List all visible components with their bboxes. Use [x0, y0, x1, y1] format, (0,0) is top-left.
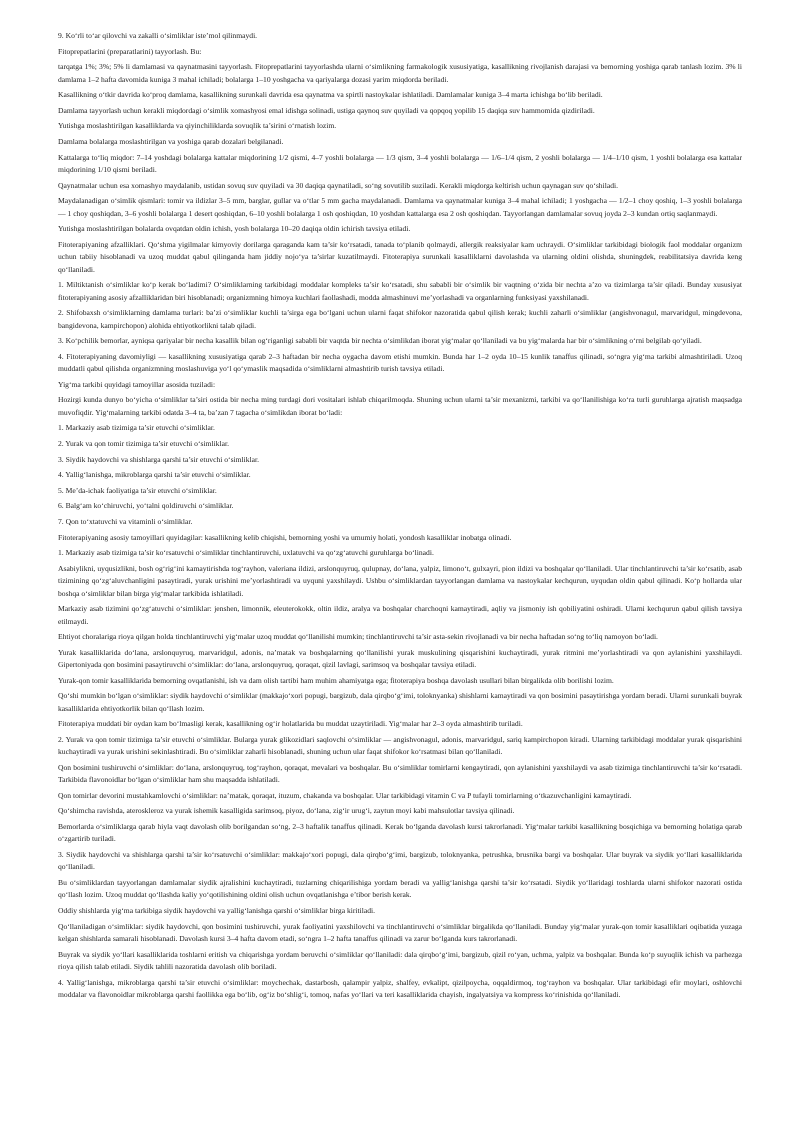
paragraph: 5. Me’da-ichak faoliyatiga ta’sir etuvchi o‘simliklar. [58, 485, 217, 495]
paragraph: Qo‘llaniladigan o‘simliklar: siydik haydovchi, qon bosimini tushiruvchi, yurak faoliyatini yaxshilovchi va tinchlantiruvchi o‘simliklar birgalikda qo‘llaniladi. Bunday yig‘malar yurak-qon tomir kasalliklari oqibatida yuzaga kelgan shishlarda samarali hisoblanadi. Davolash kursi 3–4 hafta davom etadi, so‘ngra 1–2 hafta tanaffus qilinadi va zarur bo‘lganda kurs takrorlanadi. [58, 921, 742, 944]
paragraph: Qaynatmalar uchun esa xomashyo maydalanib, ustidan sovuq suv quyiladi va 30 daqiqa qaynatiladi, so‘ng sovutilib suziladi. Kerakli miqdorga keltirish uchun qaynagan suv qo‘shiladi. [58, 180, 618, 190]
paragraph: Oddiy shishlarda yig‘ma tarkibiga siydik haydovchi va yallig‘lanishga qarshi o‘simliklar birga kiritiladi. [58, 906, 376, 916]
paragraph: Maydalanadigan o‘simlik qismlari: tomir va ildizlar 3–5 mm, barglar, gullar va o‘tlar 5 mm gacha maydalanadi. Damlama va qaynatmalar kuniga 3–4 mahal ichiladi; 1 yoshgacha — 1/2–1 choy qoshiq, 1–3 yoshli bolalarga — 1 choy qoshiqdan, 3–6 yoshli bolalarga 1 desert qoshiqdan, 6–10 yoshli bolalarga 1 osh qoshiqdan, 10 yoshdan kattalarga esa 2 osh qoshiqdan. Tayyorlangan damlamalar sovuq joyda 2–3 kundan ortiq saqlanmaydi. [58, 196, 742, 218]
paragraph: Yig‘ma tarkibi quyidagi tamoyillar asosida tuziladi: [58, 379, 216, 389]
paragraph: Kasallikning o‘tkir davrida ko‘proq damlama, kasallikning surunkali davrida esa qaynatma va spirtli nastoykalar ishlatiladi. Damlamalar kuniga 3–4 marta ichishga bo‘lib beriladi. [58, 90, 603, 100]
paragraph: Kattalarga to‘liq miqdor: 7–14 yoshdagi bolalarga kattalar miqdorining 1/2 qismi, 4–7 yoshli bolalarga — 1/3 qism, 3–4 yoshli bolalarga — 1/6–1/4 qism, 2 yoshli bolalarga — 1/4–1/10 qism, 1 yoshli bolalarga esa kattalar miqdorining 1/10 qismi beriladi. [58, 152, 742, 174]
paragraph: Buyrak va siydik yo‘llari kasalliklarida toshlarni eritish va chiqarishga yordam beruvchi o‘simliklar qo‘llaniladi: dala qirqbo‘g‘imi, bargizub, qizil ro‘yan, uchma, yalpiz va boshqalar. Bunda ko‘p suyuqlik ichish va parhezga rioya qilish talab etiladi. Siydik tahlili nazoratida davolash olib boriladi. [58, 949, 742, 972]
paragraph: 9. Ko‘rli to‘ar qilovchi va zakalli o‘simliklar iste’mol qilinmaydi. [58, 31, 258, 40]
paragraph: Asabiylikni, uyqusizlikni, bosh og‘rig‘ini kamaytirishda tog‘rayhon, valeriana ildizi, arslonquyruq, qulupnay, do‘lana, yalpiz, limono‘t, gulxayri, pion ildizi va boshqalar qo‘llaniladi. Ular tinchlantiruvchi ta’sir ko‘rsatib, asab tizimining qo‘zg‘aluvchanligini pasaytiradi, yurak urishini me’yorlashtiradi va uyquni yaxshilaydi. Ushbu o‘simliklardan tayyorlangan damlama va nastoykalar kechqurun, uyqudan oldin qabul qilinadi. Ko‘p hollarda ular boshqa o‘simliklar bilan birga yig‘malar tarkibida ishlatiladi. [58, 563, 742, 598]
paragraph: Damlama bolalarga moslashtirilgan va yoshiga qarab dozalari belgilanadi. [58, 136, 284, 146]
paragraph: 6. Balg‘am ko‘chiruvchi, yo‘talni qoldiruvchi o‘simliklar. [58, 501, 234, 511]
paragraph: Bemorlarda o‘simliklarga qarab hiyla vaqt davolash olib borilgandan so‘ng, 2–3 haftalik tanaffus qilinadi. Kerak bo‘lganda davolash kursi takrorlanadi. Yig‘malar tarkibi kasallikning bosqichiga va bemorning holatiga qarab o‘zgartirib turiladi. [58, 822, 742, 844]
paragraph: Damlama tayyorlash uchun kerakli miqdordagi o‘simlik xomashyosi emal idishga solinadi, ustiga qaynoq suv quyiladi va qopqoq yopilib 15 daqiqa suv hammomida qizdiriladi. [58, 105, 595, 115]
paragraph: Bu o‘simliklardan tayyorlangan damlamalar siydik ajralishini kuchaytiradi, tuzlarning chiqarilishiga yordam beradi va yallig‘lanishga qarshi ta’sir ko‘rsatadi. Siydik yo‘llaridagi toshlarda ularni shifokor nazorati ostida qo‘llash lozim. Uzoq muddat qo‘llashda kaliy yo‘qotilishining oldini olish uchun ovqatlanishga e’tibor berish kerak. [58, 878, 742, 900]
paragraph: Yutishga moslashtirilgan bolalarda ovqatdan oldin ichish, yosh bolalarga 10–20 daqiqa oldin ichirish tavsiya etiladi. [58, 224, 411, 234]
paragraph: 3. Siydik haydovchi va shishlarga qarshi ta’sir ko‘rsatuvchi o‘simliklar: makkajo‘xori popugi, dala qirqbo‘g‘imi, bargizub, toloknyanka, petrushka, brusnika bargi va boshqalar. Ular buyrak va siydik yo‘llari kasalliklarida qo‘llaniladi. [58, 850, 742, 872]
paragraph: Qo‘shimcha ravishda, ateroskleroz va yurak ishemik kasalligida sarimsoq, piyoz, do‘lana, zig‘ir urug‘i, zaytun moyi kabi mahsulotlar tavsiya qilinadi. [58, 806, 515, 816]
paragraph: Yurak kasalliklarida do‘lana, arslonquyruq, marvaridgul, adonis, na’matak va boshqalarning qo‘llanilishi yurak muskulining qisqarishini kuchaytiradi, yurak ritmini me’yorlashtiradi va qon aylanishini yaxshilaydi. Gipertoniyada qon bosimini pasaytiruvchi o‘simliklar: do‘lana, arslonquyruq, qoraqat, qizil lavlagi, sarimsoq va boshqalar tavsiya etiladi. [58, 647, 742, 670]
paragraph: 2. Shifobaxsh o‘simliklarning damlama turlari: ba’zi o‘simliklar kuchli ta’sirga ega bo‘lgani uchun ularni faqat shifokor nazoratida qabul qilish kerak; kuchli zaharli o‘simliklar (angishvonagul, marvaridgul, mingdevona, bangidevona, kampirchopon) alohida ehtiyotkorlikni talab qiladi. [58, 308, 742, 330]
paragraph: Yurak-qon tomir kasalliklarida bemorning ovqatlanishi, ish va dam olish tartibi ham muhim ahamiyatga ega; fitoterapiya boshqa davolash usullari bilan birgalikda olib borilishi lozim. [58, 675, 614, 685]
paragraph: Fitoterapiyaning asosiy tamoyillari quyidagilar: kasallikning kelib chiqishi, bemorning yoshi va umumiy holati, yondosh kasalliklar inobatga olinadi. [58, 532, 512, 542]
paragraph: 3. Ko‘pchilik bemorlar, ayniqsa qariyalar bir necha kasallik bilan og‘riganligi sababli bir vaqtda bir nechta o‘simlikdan iborat yig‘malar qo‘llaniladi va bu yig‘malarda har bir o‘simlikning o‘rni belgilab qo‘yiladi. [58, 336, 702, 346]
paragraph: Fitoterapiyaning afzalliklari. Qo‘shma yigilmalar kimyoviy dorilarga qaraganda kam ta’sir ko‘rsatadi, tanada to‘planib qolmaydi, allergik reaksiyalar kam uchraydi. O‘simliklar tarkibidagi biologik faol moddalar organizm uchun tabiiy hisoblanadi va uzoq muddat qabul qilinganda ham jiddiy nojo‘ya ta’sirlar kuzatilmaydi. Fitoterapiya surunkali kasalliklarni davolashda va ularning oldini olishda, shuningdek, reabilitatsiya davrida keng qo‘llaniladi. [58, 239, 742, 274]
paragraph: 1. Miltiktanish o‘simliklar ko‘p kerak bo‘ladimi? O‘simliklarning tarkibidagi moddalar kompleks ta’sir ko‘rsatadi, shu sababli bir o‘simlik bir vaqtning o‘zida bir nechta a’zo va tizimlarga ta’sir qiladi. Bunday xususiyat fitoterapiyaning asosiy afzalliklaridan biri hisoblanadi; organizmning himoya kuchlari faollashadi, modda almashinuvi me’yorlashadi va organlarning funksiyasi yaxshilanadi. [58, 280, 742, 302]
paragraph: 4. Yallig‘lanishga, mikroblarga qarshi ta’sir etuvchi o‘simliklar. [58, 470, 251, 480]
paragraph: 2. Yurak va qon tomir tizimiga ta’sir etuvchi o‘simliklar. [58, 438, 229, 448]
paragraph: 1. Markaziy asab tizimiga ta’sir etuvchi o‘simliklar. [58, 423, 215, 433]
paragraph: tarqatga 1%; 3%; 5% li damlamasi va qaynatmasini tayyorlash. Fitoprepatlarini tayyorlashda ularni o‘simlikning farmakologik xususiyatiga, kasallikning rivojlanish darajasi va bemorning yoshiga qarab tanlash lozim. 3% li damlama 1–2 hafta davomida kuniga 3 mahal ichiladi; bolalarga 1–10 yoshgacha va qariyalarga dozasi yarim miqdorda beriladi. [58, 62, 742, 84]
paragraph: 7. Qon to‘xtatuvchi va vitaminli o‘simliklar. [58, 516, 193, 526]
paragraph: 1. Markaziy asab tizimiga ta’sir ko‘rsatuvchi o‘simliklar tinchlantiruvchi, uxlatuvchi va qo‘zg‘atuvchi guruhlarga bo‘linadi. [58, 548, 434, 558]
paragraph: Qon bosimini tushiruvchi o‘simliklar: do‘lana, arslonquyruq, tog‘rayhon, qoraqat, mevalari va boshqalar. Bu o‘simliklar tomirlarni kengaytiradi, qon aylanishini yaxshilaydi va asab tizimiga tinchlantiruvchi ta’sir ko‘rsatadi. Tarkibida flavonoidlar bo‘lgan o‘simliklar ham shu maqsadda ishlatiladi. [58, 762, 742, 785]
paragraph: Fitoprepatlarini (preparatlarini) tayyorlash. Bu: [58, 46, 202, 56]
document-body [58, 30, 742, 1001]
paragraph: 4. Yallig‘lanishga, mikroblarga qarshi ta’sir etuvchi o‘simliklar: moychechak, dastarbosh, qalampir yalpiz, shalfey, evkalipt, qizilpoycha, oqqaldirmoq, tog‘rayhon va boshqalar. Ular tarkibidagi efir moylari, oshlovchi moddalar va flavonoidlar mikroblarga qarshi faollikka ega bo‘lib, og‘iz bo‘shlig‘i, tomoq, nafas yo‘llari va teri kasalliklarida chayish, ingalyatsiya va kompress ko‘rinishida qo‘llaniladi. [58, 977, 742, 1000]
paragraph: 2. Yurak va qon tomir tizimiga ta’sir etuvchi o‘simliklar. Bularga yurak glikozidlari saqlovchi o‘simliklar — angishvonagul, adonis, marvaridgul, sariq kampirchopon kiradi. Ularning tarkibidagi moddalar yurak qisqarishini kuchaytiradi va yurak urishini sekinlashtiradi. Bu o‘simliklar zaharli hisoblanadi, shuning uchun ular faqat shifokor ko‘rsatmasi bilan qo‘llaniladi. [58, 734, 742, 757]
paragraph: Hozirgi kunda dunyo bo‘yicha o‘simliklar ta’siri ostida bir necha ming turdagi dori vositalari ishlab chiqarilmoqda. Shuning uchun ularni ta’sir mexanizmi, tarkibi va qo‘llanilishiga ko‘ra turli guruhlarga ajratish maqsadga muvofiqdir. Yig‘malarning tarkibi odatda 3–4 ta, ba’zan 7 tagacha o‘simlikdan iborat bo‘ladi: [58, 395, 742, 417]
paragraph: Ehtiyot choralariga rioya qilgan holda tinchlantiruvchi yig‘malar uzoq muddat qo‘llanilishi mumkin; tinchlantiruvchi ta’sir asta-sekin rivojlanadi va bir necha haftadan so‘ng to‘liq namoyon bo‘ladi. [58, 632, 658, 642]
paragraph: 3. Siydik haydovchi va shishlarga qarshi ta’sir etuvchi o‘simliklar. [58, 454, 260, 464]
paragraph: Qo‘shi mumkin bo‘lgan o‘simliklar: siydik haydovchi o‘simliklar (makkajo‘xori popugi, bargizub, dala qirqbo‘g‘imi, toloknyanka) shishlarni kamaytiradi va qon bosimini pasaytirishga yordam beradi. Ularni surunkali buyrak kasalliklarida ehtiyotkorlik bilan qo‘llash lozim. [58, 691, 742, 713]
paragraph: Yutishga moslashtirilgan kasalliklarda va qiyinchiliklarda sovuqlik ta’sirini o‘rnatish lozim. [58, 121, 337, 131]
paragraph: Fitoterapiya muddati bir oydan kam bo‘lmasligi kerak, kasallikning og‘ir holatlarida bu muddat uzaytiriladi. Yig‘malar har 2–3 oyda almashtirib turiladi. [58, 719, 523, 729]
paragraph: 4. Fitoterapiyaning davomiyligi — kasallikning xususiyatiga qarab 2–3 haftadan bir necha oygacha davom etishi mumkin. Bunda har 1–2 oyda 10–15 kunlik tanaffus qilinadi, so‘ngra yig‘ma tarkibi almashtiriladi. Uzoq muddatli qabul qilishda organizmning moslashuviga yo‘l qo‘ymaslik maqsadida o‘simliklarni almashtirib turish tavsiya etiladi. [58, 351, 742, 374]
paragraph: Qon tomirlar devorini mustahkamlovchi o‘simliklar: na’matak, qoraqat, ituzum, chakanda va boshqalar. Ular tarkibidagi vitamin C va P tufayli tomirlarning o‘tkazuvchanligini kamaytiradi. [58, 790, 632, 800]
paragraph: Markaziy asab tizimini qo‘zg‘atuvchi o‘simliklar: jenshen, limonnik, eleuterokokk, oltin ildiz, aralya va boshqalar charchoqni kamaytiradi, aqliy va jismoniy ish qobiliyatini oshiradi. Ularni kechqurun qabul qilish tavsiya etilmaydi. [58, 604, 742, 626]
